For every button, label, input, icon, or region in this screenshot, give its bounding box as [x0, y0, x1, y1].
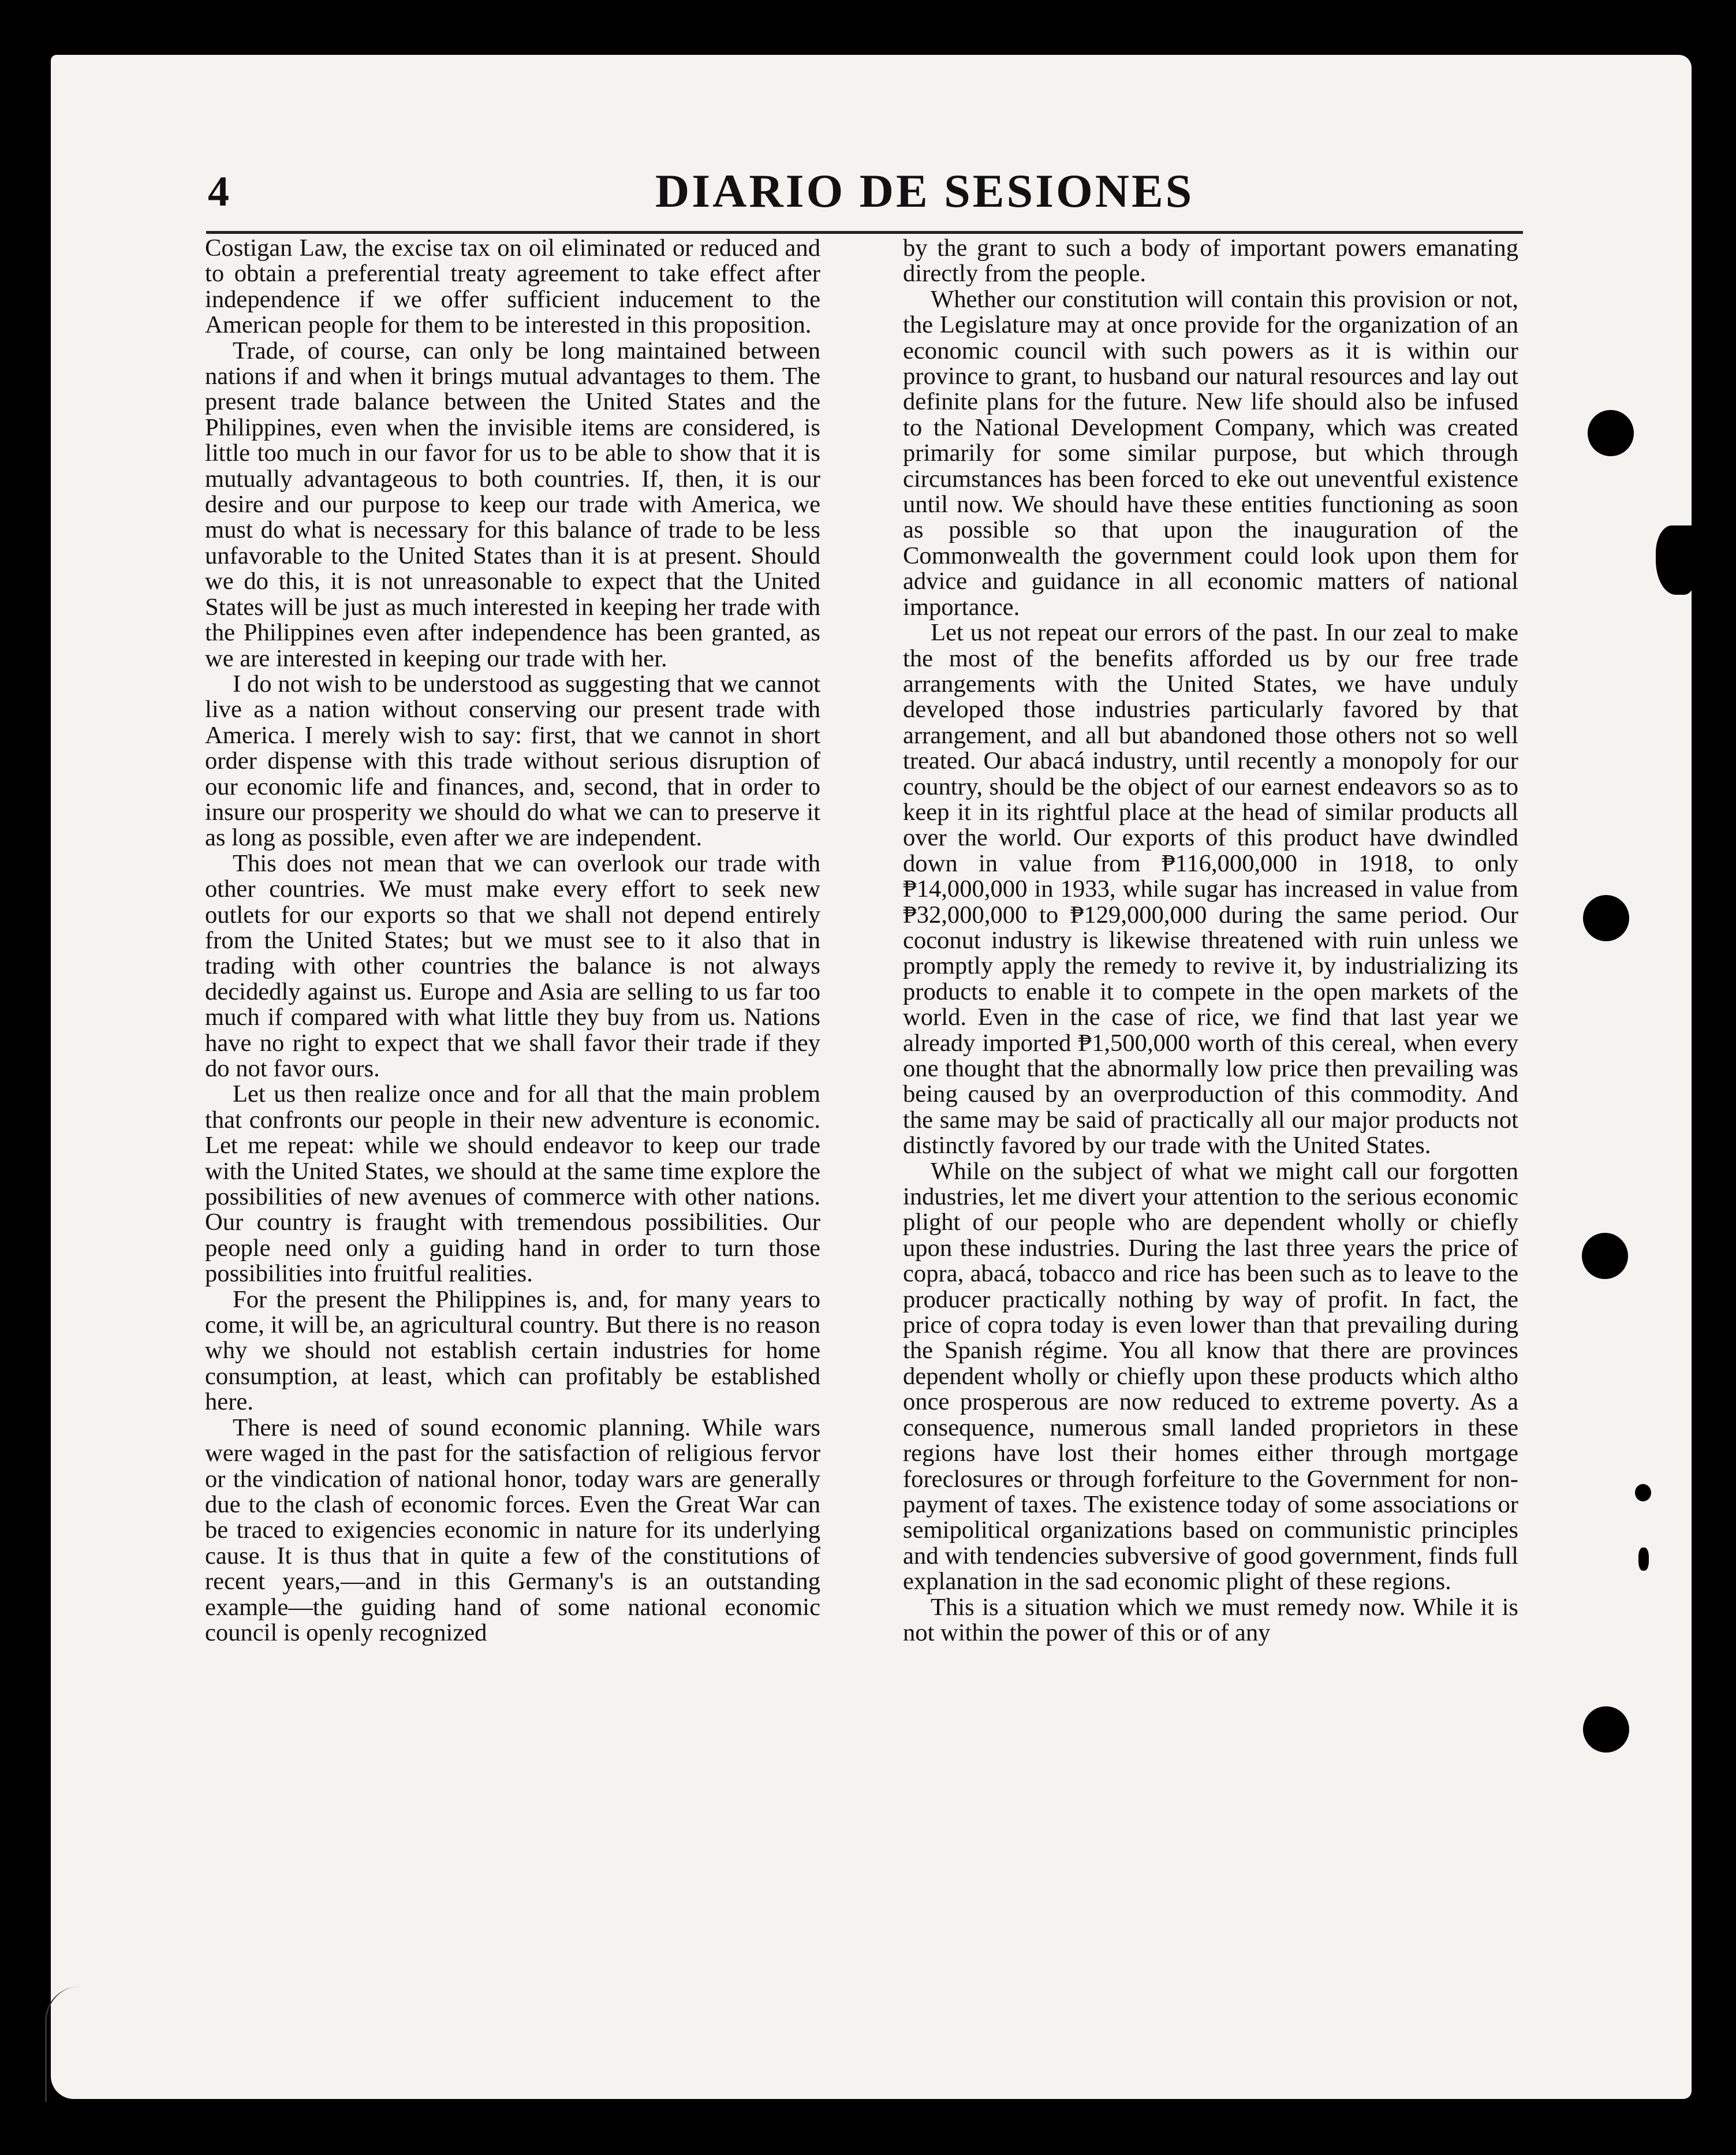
- paragraph: This does not mean that we can overlook our trade with other countries. We must make every effort to seek new outlets for our exports so that we shall not depend entirely from the United States; but we must see to it also that in trading with other countries the balance is not always decidedly against us. Europe and Asia are selling to us far too much if compared with what little they buy from us. Nations have no right to expect that we shall favor their trade if they do not favor ours.: [205, 849, 820, 1082]
- page-number: 4: [208, 168, 229, 215]
- paragraph: Let us not repeat our errors of the past. In our zeal to make the most of the benefits afforded us by our free trade arrangements with the United States, we have unduly developed those industries particularly favored by that arrangement, and all but abandoned those others not so well treated. Our abacá industry, until recently a monopoly for our country, should be the object of our earnest endeavors so as to keep it in its rightful place at the head of similar products all over the world. Our exports of this product have dwindled down in value from ₱116,000,000 in 1918, to only ₱14,000,000 in 1933, while sugar has increased in value from ₱32,000,000 to ₱129,000,000 during the same period. Our coconut industry is likewise threatened with ruin unless we promptly apply the remedy to revive it, by industrializing its products to enable it to compete in the open markets of the world. Even in the case of rice, we find that last year we already imported ₱1,500,000 worth of this cereal, when every one thought that the abnormally low price then prevailing was being caused by an overproduction of this commodity. And the same may be said of practically all our major products not distinctly favored by our trade with the United States.: [903, 619, 1518, 1159]
- punch-hole: [1588, 410, 1634, 456]
- paragraph: There is need of sound economic planning. While wars were waged in the past for the satisfaction of religious fervor or the vindication of national honor, today wars are generally due to the clash of economic forces. Even the Great War can be traced to exigencies economic in nature for its underlying cause. It is thus that in quite a few of the constitutions of recent years,—and in this Germany's is an outstanding example—the guiding hand of some national economic council is openly recognized: [205, 1414, 820, 1646]
- paragraph: Trade, of course, can only be long maintained between nations if and when it brings mutual advantages to them. The present trade balance between the United States and the Philippines, even when the invisible items are considered, is little too much in our favor for us to be able to show that it is mutually advantageous to both countries. If, then, it is our desire and our purpose to keep our trade with America, we must do what is necessary for this balance of trade to be less unfavorable to the United States than it is at present. Should we do this, it is not unreasonable to expect that the United States will be just as much interested in keeping her trade with the Philippines even after independence has been granted, as we are interested in keeping our trade with her.: [205, 337, 820, 672]
- paper-tear: [1656, 525, 1696, 595]
- page-curl: [45, 1986, 81, 2102]
- paper-tear: [1635, 1484, 1651, 1501]
- paragraph: I do not wish to be understood as suggesting that we cannot live as a nation without conserving our present trade with America. I merely wish to say: first, that we cannot in short order dispense with this trade without serious disruption of our economic life and finances, and, second, that in order to insure our prosperity we should do what we can to preserve it as long as possible, even after we are independent.: [205, 670, 820, 852]
- paragraph: by the grant to such a body of important powers emanating directly from the people.: [903, 234, 1518, 288]
- punch-hole: [1583, 895, 1629, 941]
- right-column: [903, 236, 1518, 1899]
- left-column: [205, 236, 820, 1899]
- punch-hole: [1582, 1233, 1628, 1279]
- punch-hole: [1583, 1706, 1629, 1753]
- header-rule: [206, 231, 1523, 234]
- paragraph: This is a situation which we must remedy now. While it is not within the power of this or of any: [903, 1593, 1518, 1646]
- paragraph: While on the subject of what we might call our forgotten industries, let me divert your attention to the serious economic plight of our people who are dependent wholly or chiefly upon these industries. During the last three years the price of copra, abacá, tobacco and rice has been such as to leave to the producer practically nothing by way of profit. In fact, the price of copra today is even lower than that prevailing during the Spanish régime. You all know that there are provinces dependent wholly or chiefly upon these products which altho once prosperous are now reduced to extreme poverty. As a consequence, numerous small landed proprietors in these regions have lost their homes either through mortgage foreclosures or through forfeiture to the Government for non-payment of taxes. The existence today of some associations or semipolitical organizations based on communistic principles and with tendencies subversive of good government, finds full explanation in the sad economic plight of these regions.: [903, 1157, 1518, 1595]
- paragraph: Whether our constitution will contain this provision or not, the Legislature may at once provide for the organization of an economic council with such powers as it is within our province to grant, to husband our natural resources and lay out definite plans for the future. New life should also be infused to the National Development Company, which was created primarily for some similar purpose, but which through circumstances has been forced to eke out uneventful existence until now. We should have these entities functioning as soon as possible so that upon the inauguration of the Commonwealth the government could look upon them for advice and guidance in all economic matters of national importance.: [903, 285, 1518, 621]
- paper-tear: [1638, 1548, 1649, 1571]
- paragraph: Let us then realize once and for all that the main problem that confronts our people in their new adventure is economic. Let me repeat: while we should endeavor to keep our trade with the United States, we should at the same time explore the possibilities of new avenues of commerce with other nations. Our country is fraught with tremendous possibilities. Our people need only a guiding hand in order to turn those possibilities into fruitful realities.: [205, 1080, 820, 1288]
- paragraph: Costigan Law, the excise tax on oil eliminated or reduced and to obtain a preferential treaty agreement to take effect after independence if we offer sufficient inducement to the American people for them to be interested in this proposition.: [205, 234, 820, 339]
- journal-title: DIARIO DE SESIONES: [655, 165, 1194, 217]
- paragraph: For the present the Philippines is, and, for many years to come, it will be, an agricultural country. But there is no reason why we should not establish certain industries for home consumption, at least, which can profitably be established here.: [205, 1285, 820, 1416]
